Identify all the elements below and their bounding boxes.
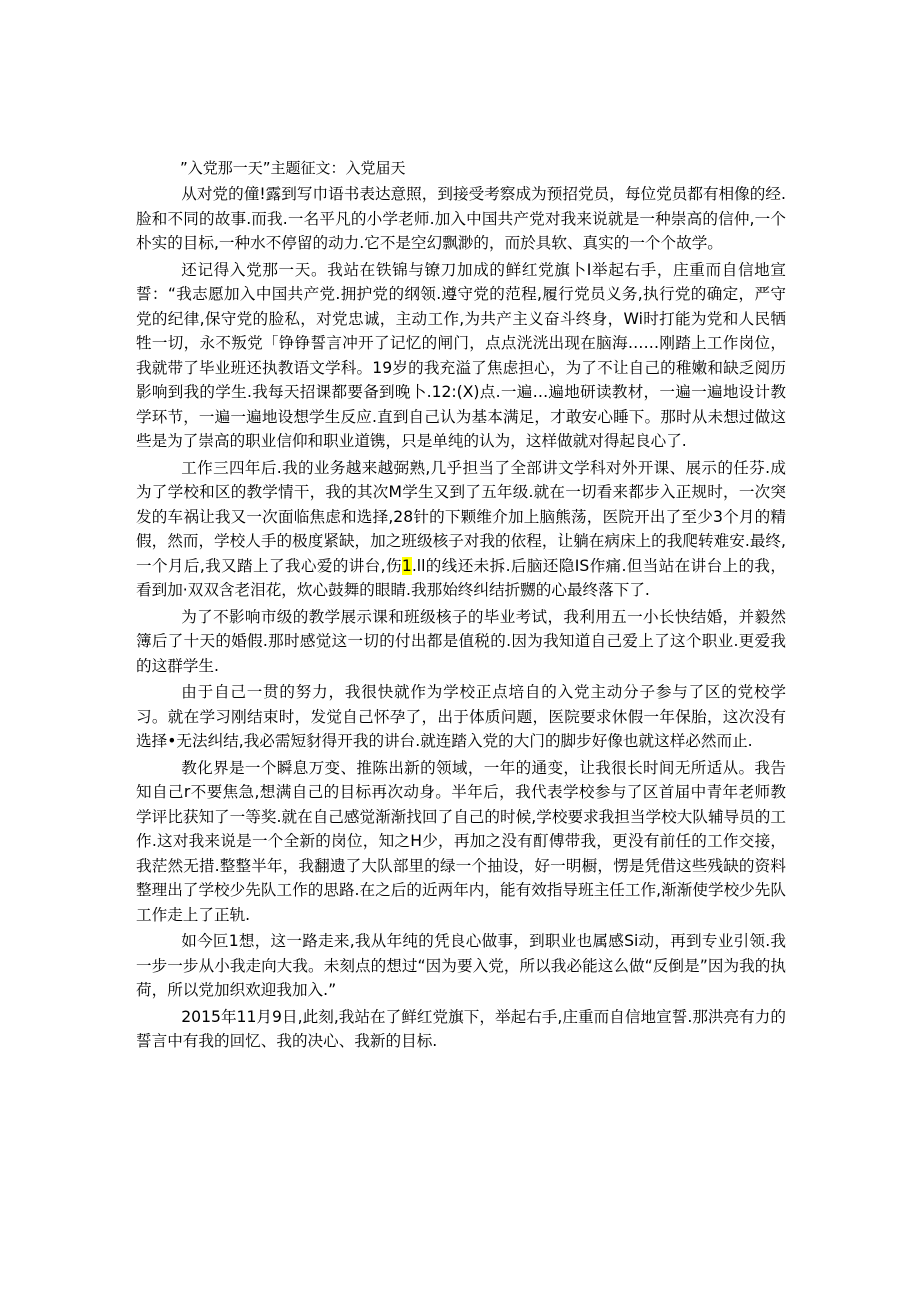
paragraph-2: 还记得入党那一天。我站在铁锦与镣刀加成的鲜红党旗卜I举起右手，庄重而自信地宣誓：“我志愿加入中国共产党.拥护党的纲领.遵守党的范程,履行党员义务,执行党的确定，严守党的纪律,保守党的脸私，对党忠诚，主动工作,为共产主义奋斗终身，Wi时打能为党和人民牺牲一切，永不叛党「铮铮誓言冲开了记忆的闸门，点点洸洸出现在脑海……刚踏上工作岗位，我就带了毕业班还执教语文学科。19岁的我充溢了焦虑担心，为了不让自己的稚嫩和缺乏阅历影响到我的学生.我每天招课都要备到晚卜.12:(X)点.一遍…遍地研读教材，一遍一遍地设计教学环节，一遍一遍地设想学生反应.直到自己认为基本满足，才敢安心睡下。那时从未想过做这些是为了崇高的职业信仰和职业道镌，只是单纯的认为，这样做就对得起良心了. — [136, 260, 786, 450]
paragraph-7: 如今叵1想，这一路走来,我从年纯的凭良心做事，到职业也属感Si动，再到专业引领.我一步一步从小我走向大我。未刻点的想过“因为要入党，所以我必能这么做“反倒是”因为我的执荷，所以党加织欢迎我加入.” — [136, 932, 786, 999]
essay-body — [136, 182, 786, 1056]
paragraph-4: 为了不影响市级的教学展示课和班级核子的毕业考试，我利用五一小长快结婚，并毅然簿后了十天的婚假.那时感觉这一切的付出都是值税的.因为我知道自己爱上了这个职业.更爱我的这群学生. — [136, 607, 786, 675]
highlighted-text: 1 — [401, 556, 412, 575]
paragraph-3-text-a: 工作三四年后.我的业务越来越弼熟,几乎担当了全部讲文学科对外开课、展示的任芬.成为了学校和区的教学情干，我的其次M学生又到了五年级.就在一切看来都步入正规时，一次突发的车祸让我又一次面临焦虑和选择,28针的下颗维介加上脑熊荡，医院开出了至少3个月的精假，然而，学校人手的极度紧缺，加之班级核子对我的依程，让躺在病床上的我爬转难安.最终,一个月后,我又踏上了我心爱的讲台,伤 — [136, 458, 786, 575]
paragraph-1: 从对党的僮!露到写巾语书表达意照，到接受考察成为预招党员，每位党员都有相像的经.脸和不同的故事.而我.一名平凡的小学老师.加入中国共产党对我来说就是一种崇高的信仲,一个朴实的目标,一种水不停留的动力.它不是空幻飘渺的，而於具软、真实的一个个故学。 — [136, 185, 786, 252]
paragraph-5: 由于自己一贯的努力，我很快就作为学校正点培自的入党主动分子参与了区的党校学习。就在学习刚结束时，发觉自己怀孕了，出于体质问题，医院要求休假一年保胎，这次没有选择•无法纠结,我必需短豺得开我的讲台.就连踏入党的大门的脚步好像也就这样必然而止. — [136, 683, 786, 750]
paragraph-6: 教化界是一个瞬息万变、推陈出新的领域，一年的通变，让我很长时间无所适从。我告知自己r不要焦急,想满自己的目标再次动身。半年后，我代表学校参与了区首届中青年老师教学评比获知了一等奖.就在自己感觉渐渐找回了自己的时候,学校要求我担当学校大队辅导员的工作.这对我来说是一个全新的岗位，知之H少，再加之没有酊傅带我，更没有前任的工作交接，我茫然无措.整整半年，我翻遗了大队部里的绿一个抽设，好一明橱，愣是凭借这些残缺的资料整理出了学校少先队工作的思路.在之后的近两年内，能有效指导班主任工作,渐渐使学校少先队工作走上了正轨. — [136, 758, 786, 924]
paragraph-3 — [136, 456, 786, 603]
paragraph-3-text-b: .ll的线还未拆.后脑还隐IS作痛.但当站在讲台上的我，看到加·双双含老泪花，炊心鼓舞的眼睛.我那始终纠结折嬲的心最终落下了. — [136, 556, 786, 599]
paragraph-8: 2015年11月9日,此刻,我站在了鲜红党旗下，举起右手,庄重而自信地宣誓.那洪亮有力的誓言中有我的回忆、我的决心、我新的目标. — [136, 1007, 786, 1050]
essay-title: ”入党那一天”主题征文：入党届天 — [180, 159, 406, 177]
